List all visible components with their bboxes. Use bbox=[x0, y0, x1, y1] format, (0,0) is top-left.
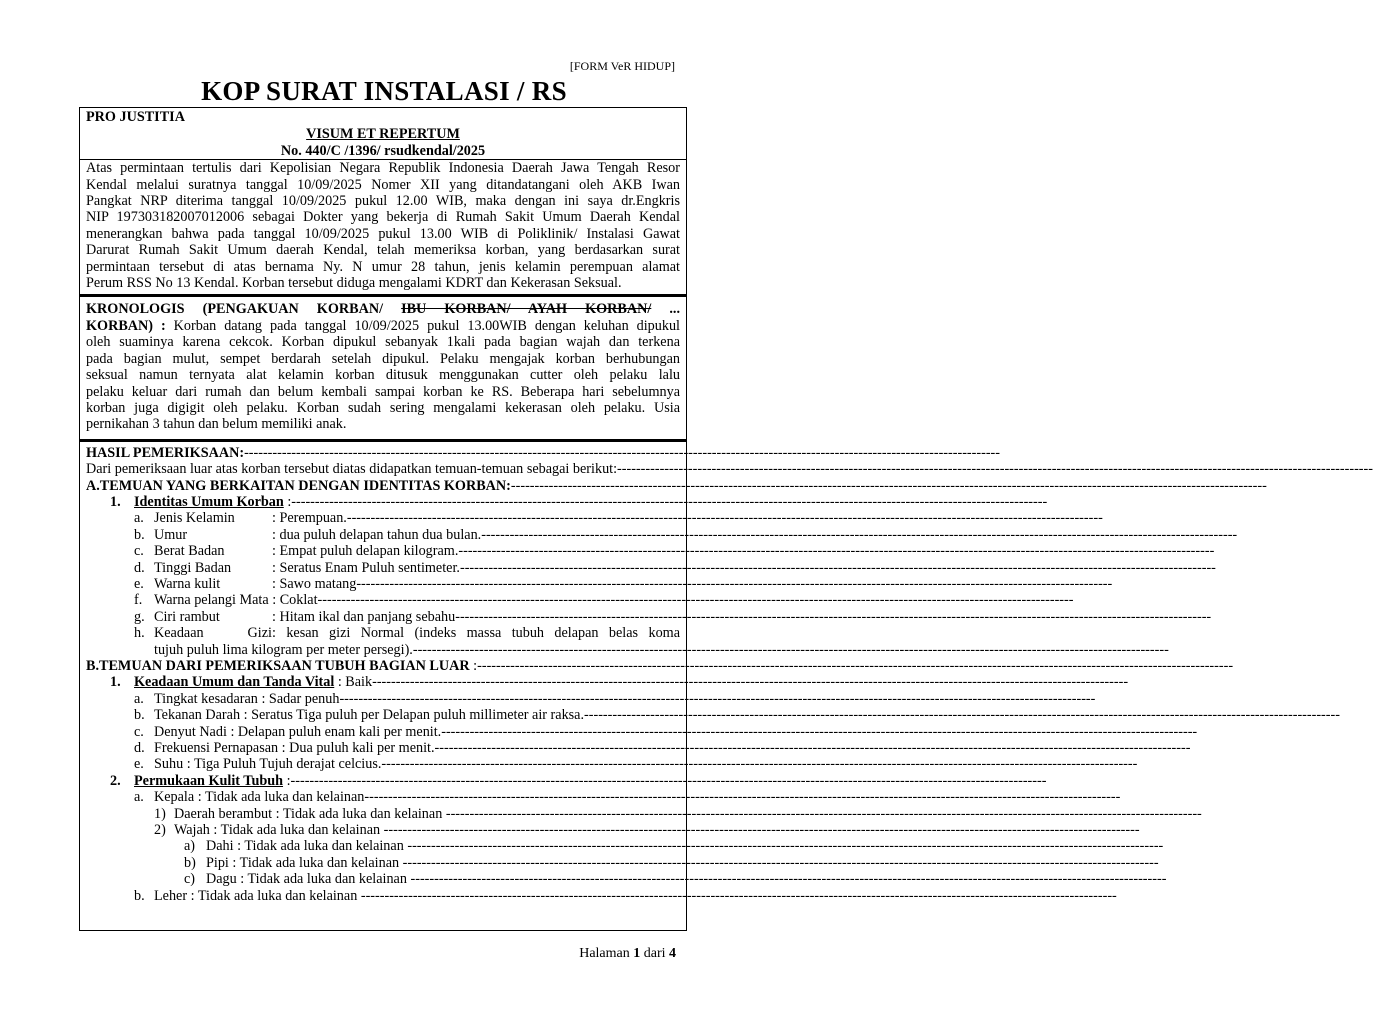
identitas-item-label: Jenis Kelamin bbox=[154, 510, 235, 527]
identitas-item-label: Berat Badan bbox=[154, 543, 225, 560]
kronologis-line: pernikahan 3 tahun dan belum memiliki anak. bbox=[86, 416, 347, 433]
identitas-item bbox=[86, 559, 1216, 576]
gizi-label: Keadaan Gizi bbox=[154, 625, 272, 642]
kulit-title: Permukaan Kulit Tubuh bbox=[134, 772, 284, 789]
vital-item-text: Tekanan Darah : Seratus Tiga puluh per Delapan puluh millimeter air raksa. bbox=[154, 707, 585, 724]
hasil-intro-line bbox=[86, 461, 1373, 478]
wajah-sub-item bbox=[86, 838, 1164, 855]
kepala-sub-text: Wajah : Tidak ada luka dan kelainan bbox=[174, 822, 384, 839]
dash-leader: ---------------------------------------------------------------------------------------------------------------------------------------------------------------- bbox=[445, 805, 1202, 822]
intro-section bbox=[80, 159, 686, 293]
kronologis-line: pada bagian mulut, sempet berdarah setelah dipukul. Pelaku mengajak korban berhubungan bbox=[86, 350, 680, 367]
intro-line: Pangkat NRP diterima tanggal 10/09/2025 pukul 12.00 WIB, maka dengan ini saya dr.Engkris bbox=[86, 193, 680, 210]
footer-total: 4 bbox=[669, 946, 676, 961]
dash-leader: ---------------------------------------------------------------------------------------------------------------------------------------------------------------- bbox=[402, 854, 1159, 871]
gizi-line-2 bbox=[86, 641, 1169, 658]
intro-line: Atas permintaan tertulis dari Kepolisian Negara Republik Indonesia Daerah Jawa Tengah Resor bbox=[86, 160, 680, 177]
vital-item-text: Suhu : Tiga Puluh Tujuh derajat celcius. bbox=[154, 756, 382, 773]
pro-justitia-label: PRO JUSTITIA bbox=[86, 109, 185, 125]
identitas-item-label: Umur bbox=[154, 526, 188, 543]
identitas-item-marker: f. bbox=[134, 592, 143, 609]
dash-leader: ---------------------------------------------------------------------------------------------------------------------------------------------------------------- bbox=[481, 526, 1238, 543]
dash-leader: ---------------------------------------------------------------------------------------------------------------------------------------------------------------- bbox=[455, 608, 1212, 625]
identitas-item-value: : dua puluh delapan tahun dua bulan. bbox=[272, 526, 482, 543]
kronologis-line: pelaku keluar dari rumah dan belum kembali sampai korban ke RS. Beberapa hari sebelumnya bbox=[86, 383, 680, 400]
kronologis-section bbox=[80, 294, 686, 438]
identitas-item bbox=[86, 592, 1074, 609]
dash-leader: ---------------------------------------------------------------------------------------------------------------------------------------------------------------- bbox=[458, 543, 1215, 560]
identitas-item-marker: d. bbox=[134, 559, 145, 576]
vital-item bbox=[86, 740, 1191, 757]
identitas-item bbox=[86, 608, 1212, 625]
dash-leader: ---------------------------------------------------------------------------------------------------------------------------------------------------------------- bbox=[407, 838, 1164, 855]
intro-line: menerangkan bahwa pada tanggal 10/09/2025 pukul 13.00 WIB di Poliklinik/ Instalasi Gawat bbox=[86, 225, 680, 242]
kepala-sub-marker: 1) bbox=[154, 805, 166, 822]
identitas-item-marker: c. bbox=[134, 543, 144, 560]
dash-leader: ---------------------------------------------------------------------------------------------------------------------------------------------------------------- bbox=[434, 740, 1191, 757]
identitas-item-marker: e. bbox=[134, 575, 144, 592]
kronologis-heading-ellipsis: ... bbox=[669, 301, 681, 318]
dash-leader: ---------------------------------------------------------------------------------------------------------------------------------------------------------------- bbox=[441, 723, 1198, 740]
kulit-number: 2. bbox=[110, 772, 121, 789]
kronologis-line: oleh suaminya karena cekcok. Korban dipukul sebanyak 1kali pada bagian wajah dan terkena bbox=[86, 334, 680, 351]
header-section bbox=[80, 108, 686, 159]
vital-item bbox=[86, 756, 1138, 773]
kronologis-line: korban juga digigit oleh pelaku. Korban sudah sering mengalami kekerasan oleh pelaku. Usia bbox=[86, 399, 680, 416]
kulit-line bbox=[86, 772, 1047, 789]
kronologis-first-line bbox=[86, 318, 680, 334]
dash-leader: ---------------------------------------------------------------------------------------------------------------------------------------------------------------- bbox=[244, 444, 1000, 461]
keadaan-number: 1. bbox=[110, 674, 121, 691]
vital-item bbox=[86, 690, 1096, 707]
dash-leader: ---------------------------------------------------------------------------------------------------------------------------------------------------------------- bbox=[410, 871, 1167, 888]
kronologis-first-text: Korban datang pada tanggal 10/09/2025 pukul 13.00WIB dengan keluhan dipukul bbox=[165, 317, 680, 334]
kepala-sub-list bbox=[86, 805, 1202, 839]
footer-middle: dari bbox=[640, 946, 669, 961]
identitas-item-marker: b. bbox=[134, 526, 145, 543]
wajah-sub-list bbox=[86, 838, 1167, 888]
hasil-heading-line bbox=[86, 444, 1000, 461]
vital-item-marker: b. bbox=[134, 707, 145, 724]
identitas-item-marker: g. bbox=[134, 608, 145, 625]
intro-line: Perum RSS No 13 Kendal. Korban tersebut diduga mengalami KDRT dan Kekerasan Seksual. bbox=[86, 275, 622, 292]
vital-item bbox=[86, 723, 1198, 740]
form-code: [FORM VeR HIDUP] bbox=[569, 59, 675, 73]
kepala-sub-item bbox=[86, 805, 1202, 822]
intro-line: Darurat Rumah Sakit Umum daerah Kendal, telah memeriksa korban, yang berdasarkan surat bbox=[86, 242, 680, 259]
dash-leader: :---------------------------------------------------------------------------------------------------------------------------------------------------------------- bbox=[469, 658, 1234, 674]
wajah-sub-text: Dahi : Tidak ada luka dan kelainan bbox=[206, 838, 408, 855]
page-footer bbox=[579, 946, 676, 962]
section-a-heading: A.TEMUAN YANG BERKAITAN DENGAN IDENTITAS KORBAN: bbox=[86, 477, 511, 494]
dash-leader: ---------------------------------------------------------------------------------------------------------------------------------------------------------------- bbox=[372, 674, 1129, 691]
dash-leader: ---------------------------------------------------------------------------------------------------------------------------------------------------------------- bbox=[346, 510, 1103, 527]
intro-paragraph bbox=[86, 160, 680, 291]
footer-prefix: Halaman bbox=[579, 946, 634, 961]
vital-list bbox=[86, 690, 1340, 773]
identitas-item bbox=[86, 575, 1113, 592]
identitas-item-value: : Hitam ikal dan panjang sebahu bbox=[272, 608, 456, 625]
kronologis-heading-end: KORBAN) : bbox=[86, 317, 166, 334]
identitas-item-label: Warna kulit bbox=[154, 575, 221, 592]
section-a-line bbox=[86, 477, 1267, 494]
identitas-item-marker: a. bbox=[134, 510, 144, 527]
vital-item-text: Frekuensi Pernapasan : Dua puluh kali per menit. bbox=[154, 740, 435, 757]
hasil-heading: HASIL PEMERIKSAAN: bbox=[86, 444, 245, 461]
kepala-sub-text: Daerah berambut : Tidak ada luka dan kelainan bbox=[174, 805, 446, 822]
leher-marker: b. bbox=[134, 887, 145, 904]
dash-leader: ---------------------------------------------------------------------------------------------------------------------------------------------------------------- bbox=[339, 690, 1096, 707]
identitas-item bbox=[86, 510, 1103, 527]
identitas-list bbox=[86, 510, 1238, 625]
kepala-marker: a. bbox=[134, 789, 144, 806]
kop-title: KOP SURAT INSTALASI / RS bbox=[201, 76, 567, 106]
vital-item-marker: c. bbox=[134, 723, 144, 740]
wajah-sub-marker: c) bbox=[184, 871, 196, 888]
gizi-marker: h. bbox=[134, 625, 145, 642]
kronologis-line: seksual namun ternyata alat kelamin korban ditusuk menggunakan cutter oleh pelaku lalu bbox=[86, 367, 680, 384]
identitas-title: Identitas Umum Korban bbox=[134, 493, 284, 510]
identitas-line bbox=[86, 493, 1048, 510]
dash-leader: :---------------------------------------------------------------------------------------------------------------------------------------------------------------- bbox=[283, 772, 1047, 789]
kronologis-heading-line bbox=[86, 301, 680, 317]
footer-page: 1 bbox=[633, 946, 641, 961]
visum-number: No. 440/C /1396/ rsudkendal/2025 bbox=[280, 142, 486, 159]
identitas-number: 1. bbox=[110, 493, 121, 510]
vital-item-marker: a. bbox=[134, 690, 144, 707]
hasil-section bbox=[80, 439, 1373, 904]
identitas-item bbox=[86, 543, 1215, 560]
section-b-heading: B.TEMUAN DARI PEMERIKSAAN TUBUH BAGIAN LUAR bbox=[86, 658, 470, 674]
wajah-sub-text: Dagu : Tidak ada luka dan kelainan bbox=[206, 871, 411, 888]
identitas-item-value: : Empat puluh delapan kilogram. bbox=[272, 543, 459, 560]
gizi-value: : kesan gizi Normal (indeks massa tubuh delapan belas koma bbox=[272, 625, 680, 642]
identitas-item-label: Tinggi Badan bbox=[154, 559, 232, 576]
leher-line bbox=[86, 887, 1117, 904]
identitas-item-label: Ciri rambut bbox=[154, 608, 220, 625]
dash-leader: ---------------------------------------------------------------------------------------------------------------------------------------------------------------- bbox=[364, 789, 1121, 806]
dash-leader: ---------------------------------------------------------------------------------------------------------------------------------------------------------------- bbox=[584, 707, 1340, 724]
keadaan-value: : Baik bbox=[334, 674, 373, 691]
identitas-item-value: : Seratus Enam Puluh sentimeter. bbox=[272, 559, 460, 576]
wajah-sub-marker: a) bbox=[184, 838, 196, 855]
identitas-item bbox=[86, 526, 1238, 543]
dash-leader: ---------------------------------------------------------------------------------------------------------------------------------------------------------------- bbox=[317, 592, 1074, 609]
vital-item-marker: d. bbox=[134, 740, 145, 757]
leher-text: Leher : Tidak ada luka dan kelainan bbox=[154, 887, 361, 904]
wajah-sub-text: Pipi : Tidak ada luka dan kelainan bbox=[206, 854, 403, 871]
wajah-sub-item bbox=[86, 871, 1167, 888]
kepala-sub-marker: 2) bbox=[154, 822, 166, 839]
dash-leader: ---------------------------------------------------------------------------------------------------------------------------------------------------------------- bbox=[412, 641, 1169, 658]
dash-leader: ---------------------------------------------------------------------------------------------------------------------------------------------------------------- bbox=[356, 575, 1113, 592]
kronologis-heading-struck: IBU KORBAN/ AYAH KORBAN/ bbox=[401, 301, 652, 318]
vital-item-marker: e. bbox=[134, 756, 144, 773]
intro-line: Kendal melalui suratnya tanggal 10/09/2025 Nomer XII yang ditandatangani oleh AKB Iwan bbox=[86, 176, 680, 193]
kronologis-paragraph bbox=[86, 334, 680, 432]
kronologis-heading: KRONOLOGIS (PENGAKUAN KORBAN/ bbox=[86, 301, 384, 318]
dash-leader: ---------------------------------------------------------------------------------------------------------------------------------------------------------------- bbox=[360, 887, 1117, 904]
intro-line: permintaan tersebut di atas bernama Ny. N umur 28 tahun, jenis kelamin perempuan alamat bbox=[86, 258, 680, 275]
gizi-line bbox=[86, 625, 680, 641]
document-frame bbox=[79, 107, 1373, 931]
kepala-sub-item bbox=[86, 822, 1140, 839]
dash-leader: ---------------------------------------------------------------------------------------------------------------------------------------------------------------- bbox=[617, 461, 1373, 478]
wajah-sub-marker: b) bbox=[184, 854, 196, 871]
gizi-value-2: tujuh puluh lima kilogram per meter persegi). bbox=[154, 641, 413, 658]
dash-leader: :---------------------------------------------------------------------------------------------------------------------------------------------------------------- bbox=[283, 493, 1048, 510]
kepala-line bbox=[86, 789, 1121, 806]
intro-line: NIP 197303182007012006 sebagai Dokter yang bekerja di Rumah Sakit Umum Daerah Kendal bbox=[86, 209, 680, 226]
vital-item bbox=[86, 707, 1340, 724]
hasil-intro: Dari pemeriksaan luar atas korban tersebut diatas didapatkan temuan-temuan sebagai berikut: bbox=[86, 461, 618, 478]
dash-leader: ---------------------------------------------------------------------------------------------------------------------------------------------------------------- bbox=[383, 822, 1140, 839]
dash-leader: ---------------------------------------------------------------------------------------------------------------------------------------------------------------- bbox=[459, 559, 1216, 576]
kepala-text: Kepala : Tidak ada luka dan kelainan bbox=[154, 789, 365, 806]
wajah-sub-item bbox=[86, 854, 1159, 871]
visum-title: VISUM ET REPERTUM bbox=[306, 126, 460, 143]
keadaan-title: Keadaan Umum dan Tanda Vital bbox=[134, 674, 335, 691]
identitas-item-value: : Sawo matang bbox=[272, 575, 357, 592]
section-b-line bbox=[86, 658, 1234, 674]
dash-leader: ---------------------------------------------------------------------------------------------------------------------------------------------------------------- bbox=[510, 477, 1267, 494]
identitas-item-label: Warna pelangi Mata : Coklat bbox=[154, 592, 318, 609]
vital-item-text: Denyut Nadi : Delapan puluh enam kali per menit. bbox=[154, 723, 442, 740]
dash-leader: ---------------------------------------------------------------------------------------------------------------------------------------------------------------- bbox=[381, 756, 1138, 773]
vital-item-text: Tingkat kesadaran : Sadar penuh bbox=[154, 690, 340, 707]
keadaan-line bbox=[86, 674, 1129, 691]
identitas-item-value: : Perempuan. bbox=[272, 510, 347, 527]
